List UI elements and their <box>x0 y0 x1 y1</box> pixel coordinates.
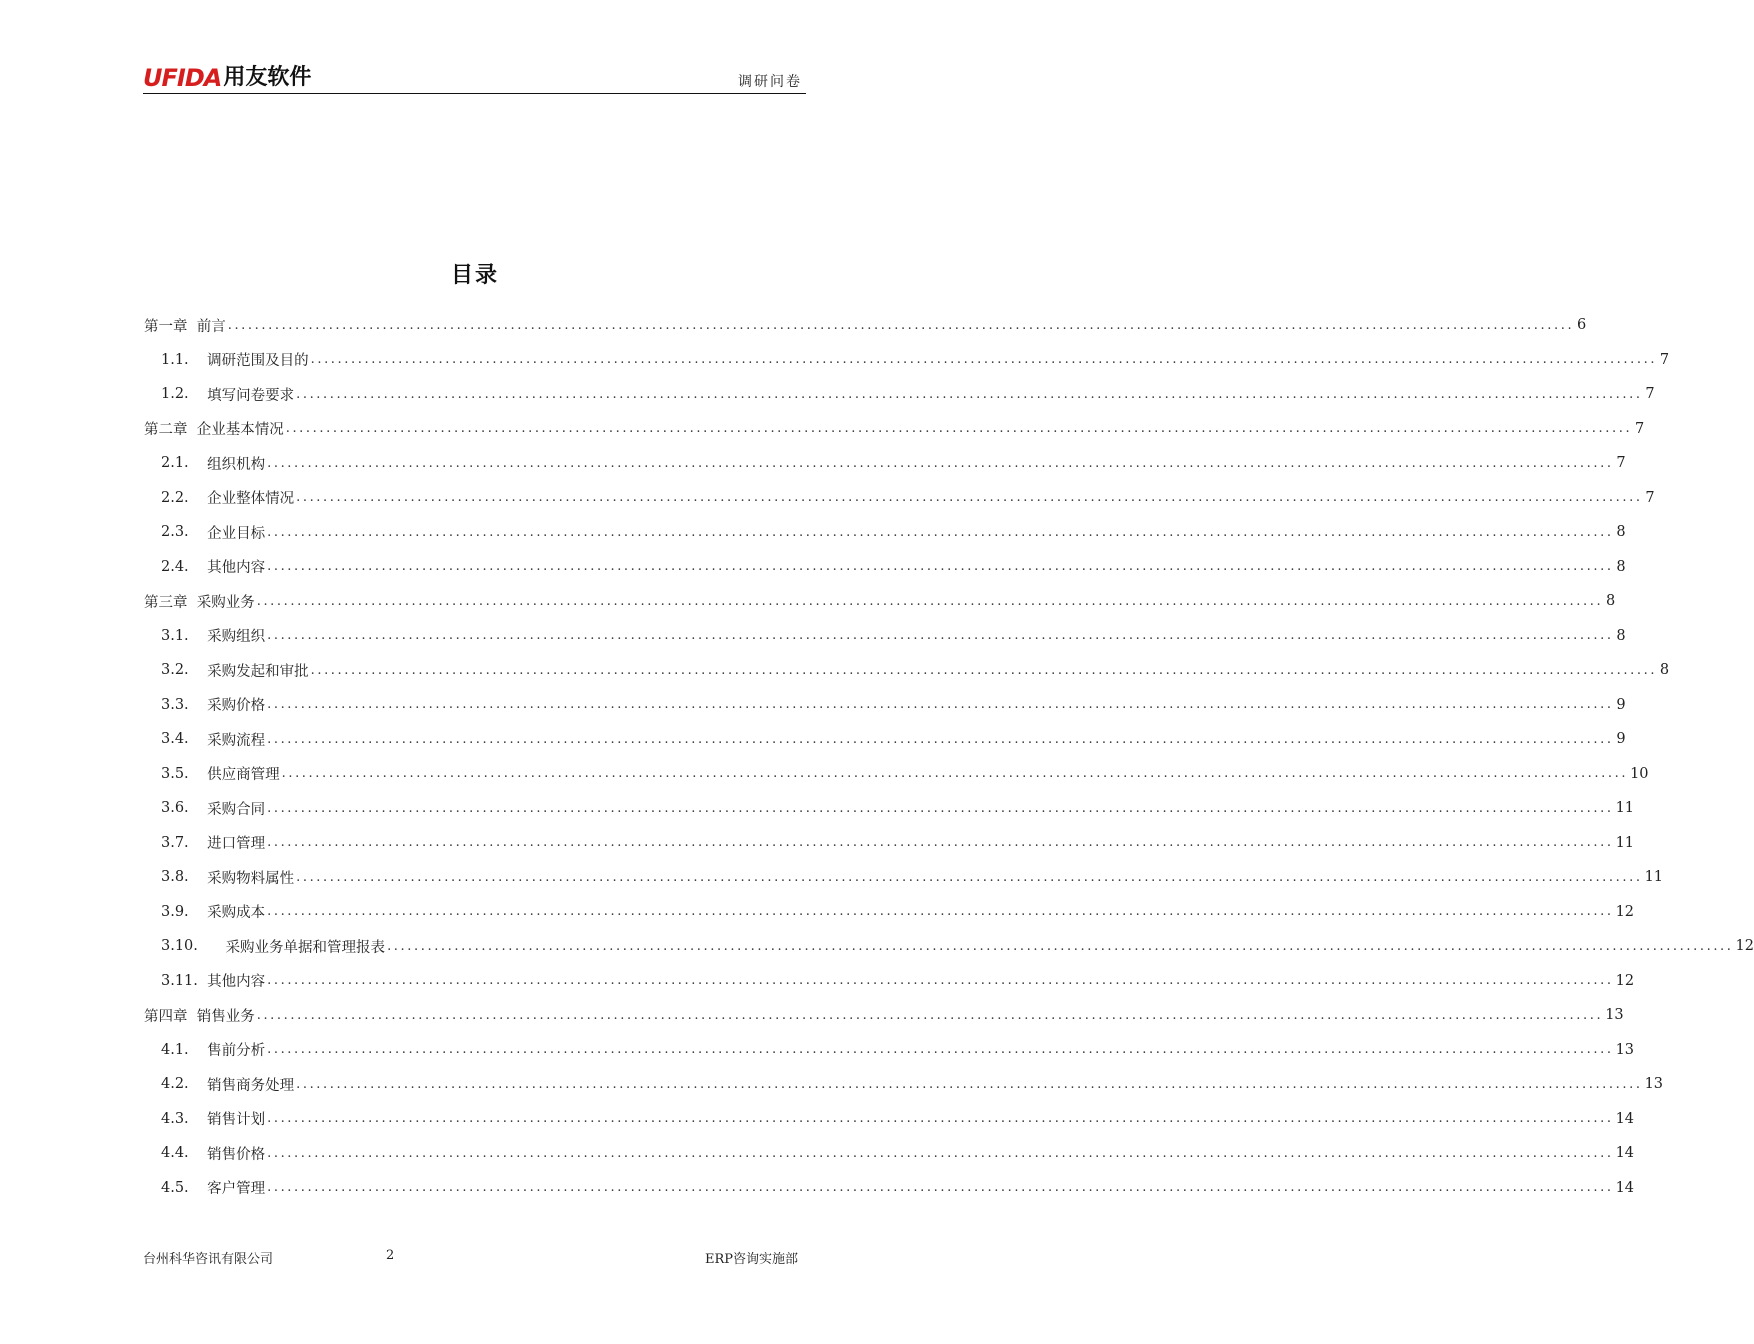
toc-dot-leader: ........................................................................................................................................................................................................ <box>267 697 1614 713</box>
toc-entry-label: 采购物料属性 <box>207 870 295 887</box>
toc-entry[interactable] <box>144 895 1635 930</box>
toc-entry-page: 11 <box>1644 869 1664 886</box>
toc-dot-leader: ........................................................................................................................................................................................................ <box>267 1042 1614 1058</box>
toc-entry-label: 组织机构 <box>207 456 266 473</box>
toc-dot-leader: ........................................................................................................................................................................................................ <box>281 766 1629 782</box>
toc-entry[interactable] <box>144 826 1635 861</box>
toc-entry-label: 采购流程 <box>207 732 266 749</box>
toc-entry-page: 13 <box>1605 1007 1624 1024</box>
toc-entry[interactable] <box>144 964 1635 999</box>
toc-entry-number: 3.10. <box>161 938 226 955</box>
toc-entry-number: 3.6. <box>161 800 208 817</box>
toc-entry-number: 3.3. <box>161 696 208 713</box>
toc-entry-page: 14 <box>1615 1145 1635 1162</box>
toc-entry-page: 8 <box>1616 558 1626 575</box>
toc-entry-number: 3.8. <box>161 869 208 886</box>
toc-entry-label: 采购成本 <box>207 905 266 922</box>
toc-entry-number: 3.11. <box>161 972 208 989</box>
toc-entry[interactable] <box>144 584 1616 619</box>
toc-dot-leader: ........................................................................................................................................................................................................ <box>256 593 1604 609</box>
toc-dot-leader: ........................................................................................................................................................................................................ <box>267 455 1614 471</box>
toc-entry-number: 2.1. <box>161 455 208 472</box>
toc-entry-page: 14 <box>1615 1110 1635 1127</box>
toc-entry-label: 销售价格 <box>207 1146 266 1163</box>
toc-entry[interactable] <box>144 343 1670 378</box>
toc-entry-label: 售前分析 <box>207 1043 266 1060</box>
toc-entry-page: 7 <box>1645 489 1655 506</box>
toc-entry[interactable] <box>144 860 1664 895</box>
toc-entry-label: 采购合同 <box>207 801 266 818</box>
toc-entry-number: 3.5. <box>161 765 208 782</box>
toc-entry-label: 企业整体情况 <box>207 491 295 508</box>
toc-entry-number: 2.4. <box>161 558 208 575</box>
toc-entry-page: 11 <box>1615 800 1635 817</box>
toc-entry[interactable] <box>144 1171 1635 1206</box>
toc-entry-label: 进口管理 <box>207 836 266 853</box>
toc-entry-number: 3.4. <box>161 731 208 748</box>
toc-entry-number: 1.2. <box>161 386 208 403</box>
toc-entry[interactable] <box>144 481 1655 516</box>
toc-entry-label: 客户管理 <box>207 1181 266 1198</box>
toc-entry[interactable] <box>144 998 1624 1033</box>
toc-dot-leader: ........................................................................................................................................................................................................ <box>296 869 1643 885</box>
toc-dot-leader: ........................................................................................................................................................................................................ <box>267 524 1614 540</box>
toc-entry-page: 7 <box>1645 386 1655 403</box>
toc-dot-leader: ........................................................................................................................................................................................................ <box>267 1145 1614 1161</box>
toc-entry-page: 13 <box>1644 1076 1664 1093</box>
toc-dot-leader: ........................................................................................................................................................................................................ <box>285 421 1633 437</box>
toc-dot-leader: ........................................................................................................................................................................................................ <box>256 1007 1604 1023</box>
toc-dot-leader: ........................................................................................................................................................................................................ <box>267 973 1614 989</box>
toc-dot-leader: ........................................................................................................................................................................................................ <box>296 1076 1643 1092</box>
toc-entry-page: 6 <box>1576 317 1587 334</box>
toc-entry-page: 8 <box>1616 524 1626 541</box>
toc-entry-label: 采购业务 <box>196 594 255 611</box>
toc-entry-page: 8 <box>1605 593 1616 610</box>
toc-entry[interactable] <box>144 550 1626 585</box>
toc-entry-page: 8 <box>1659 662 1670 679</box>
toc-entry-label: 销售商务处理 <box>207 1077 295 1094</box>
toc-entry[interactable] <box>144 1102 1635 1137</box>
toc-entry-number: 3.2. <box>161 662 208 679</box>
toc-entry-page: 12 <box>1615 903 1635 920</box>
toc-dot-leader: ........................................................................................................................................................................................................ <box>267 628 1614 644</box>
toc-entry-number: 第二章 <box>144 422 197 439</box>
toc-entry-page: 8 <box>1616 627 1626 644</box>
toc-entry[interactable] <box>144 688 1626 723</box>
toc-entry-page: 12 <box>1735 938 1754 955</box>
toc-entry-page: 12 <box>1615 972 1635 989</box>
header-doc-type: 调研问卷 <box>738 74 802 90</box>
footer-company: 台州科华咨讯有限公司 <box>143 1252 274 1267</box>
footer-page-number: 2 <box>386 1248 395 1263</box>
toc-entry-number: 3.7. <box>161 834 208 851</box>
toc-entry-label: 前言 <box>196 318 226 335</box>
toc-entry-label: 供应商管理 <box>207 767 280 784</box>
toc-dot-leader: ........................................................................................................................................................................................................ <box>267 731 1614 747</box>
toc-entry-label: 企业基本情况 <box>196 422 284 439</box>
toc-entry[interactable] <box>144 722 1626 757</box>
toc-dot-leader: ........................................................................................................................................................................................................ <box>267 559 1614 575</box>
toc-entry[interactable] <box>144 791 1635 826</box>
toc-entry[interactable] <box>144 653 1670 688</box>
toc-entry[interactable] <box>144 619 1626 654</box>
toc-entry-page: 9 <box>1616 696 1626 713</box>
toc-entry[interactable] <box>144 929 1754 964</box>
toc-dot-leader: ........................................................................................................................................................................................................ <box>267 835 1614 851</box>
toc-entry-page: 7 <box>1616 455 1626 472</box>
ufida-logo <box>143 65 311 91</box>
toc-entry-label: 调研范围及目的 <box>207 353 309 370</box>
toc-entry[interactable] <box>144 446 1626 481</box>
toc-dot-leader: ........................................................................................................................................................................................................ <box>310 352 1658 368</box>
toc-entry[interactable] <box>144 1067 1664 1102</box>
toc-entry-page: 14 <box>1615 1179 1635 1196</box>
toc-entry[interactable] <box>144 412 1645 447</box>
logo-cjk-text: 用友软件 <box>223 65 312 90</box>
footer-department: ERP咨询实施部 <box>704 1252 798 1267</box>
toc-entry-label: 企业目标 <box>207 525 266 542</box>
page-footer <box>143 1248 806 1268</box>
table-of-contents <box>144 308 1754 1205</box>
toc-entry-number: 4.5. <box>161 1179 208 1196</box>
page-header <box>143 62 806 94</box>
toc-dot-leader: ........................................................................................................................................................................................................ <box>267 1180 1614 1196</box>
toc-entry-number: 第三章 <box>144 594 197 611</box>
toc-entry-page: 13 <box>1615 1041 1635 1058</box>
toc-dot-leader: ........................................................................................................................................................................................................ <box>227 317 1575 333</box>
toc-entry-label: 其他内容 <box>207 974 266 991</box>
toc-dot-leader: ........................................................................................................................................................................................................ <box>296 386 1643 402</box>
toc-entry-number: 3.9. <box>161 903 208 920</box>
toc-entry-number: 2.2. <box>161 489 208 506</box>
toc-entry-number: 4.4. <box>161 1145 208 1162</box>
toc-entry-number: 4.2. <box>161 1076 208 1093</box>
toc-entry-label: 销售计划 <box>207 1112 266 1129</box>
toc-entry-number: 4.3. <box>161 1110 208 1127</box>
toc-dot-leader: ........................................................................................................................................................................................................ <box>267 904 1614 920</box>
toc-entry-number: 2.3. <box>161 524 208 541</box>
toc-entry-label: 采购发起和审批 <box>207 663 309 680</box>
toc-dot-leader: ........................................................................................................................................................................................................ <box>267 800 1614 816</box>
toc-entry-label: 采购组织 <box>207 629 266 646</box>
toc-entry-label: 采购价格 <box>207 698 266 715</box>
toc-entry-label: 其他内容 <box>207 560 266 577</box>
toc-entry[interactable] <box>144 1033 1635 1068</box>
toc-entry-number: 3.1. <box>161 627 208 644</box>
toc-title: 目录 <box>450 263 499 288</box>
toc-entry-number: 1.1. <box>161 351 208 368</box>
toc-dot-leader: ........................................................................................................................................................................................................ <box>267 1111 1614 1127</box>
toc-entry-page: 7 <box>1659 351 1670 368</box>
toc-entry-number: 第四章 <box>144 1008 197 1025</box>
toc-entry[interactable] <box>144 1136 1635 1171</box>
toc-entry-page: 11 <box>1615 834 1635 851</box>
toc-entry[interactable] <box>144 757 1649 792</box>
toc-entry[interactable] <box>144 515 1626 550</box>
toc-entry[interactable] <box>144 308 1587 343</box>
toc-entry-label: 填写问卷要求 <box>207 387 295 404</box>
toc-dot-leader: ........................................................................................................................................................................................................ <box>387 938 1734 954</box>
toc-entry-page: 7 <box>1634 420 1645 437</box>
logo-latin-text: UFIDA <box>143 64 222 92</box>
toc-entry-label: 销售业务 <box>196 1008 255 1025</box>
toc-dot-leader: ........................................................................................................................................................................................................ <box>310 662 1658 678</box>
toc-entry-label: 采购业务单据和管理报表 <box>225 939 386 956</box>
toc-entry-page: 9 <box>1616 731 1626 748</box>
toc-entry-number: 第一章 <box>144 318 197 335</box>
toc-entry[interactable] <box>144 377 1655 412</box>
toc-entry-page: 10 <box>1630 765 1649 782</box>
toc-dot-leader: ........................................................................................................................................................................................................ <box>296 490 1643 506</box>
toc-entry-number: 4.1. <box>161 1041 208 1058</box>
